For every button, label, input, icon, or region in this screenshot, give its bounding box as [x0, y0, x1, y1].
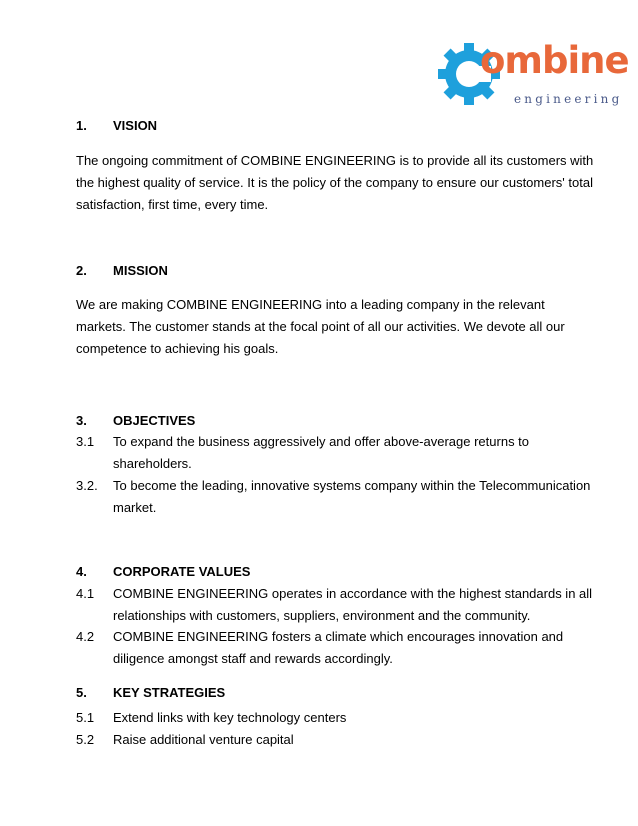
section-number: 5.	[76, 685, 87, 700]
item-number: 5.1	[76, 710, 95, 725]
objective-item: To expand the business aggressively and offer above-average returns to shareholders.	[113, 434, 530, 471]
item-number: 5.2	[76, 732, 95, 747]
item-number: 4.1	[76, 586, 95, 601]
mission-text: We are making COMBINE ENGINEERING into a leading company in the relevant markets. The customer stands at the focal point of all our activities. We devote all our competence to achieving his goals.	[76, 297, 565, 356]
value-item: COMBINE ENGINEERING fosters a climate which encourages innovation and diligence amongst staff and rewards accordingly.	[113, 629, 564, 666]
strategy-item: Raise additional venture capital	[113, 732, 294, 747]
section-title-objectives: OBJECTIVES	[113, 413, 196, 428]
item-number: 4.2	[76, 629, 95, 644]
logo-wordmark: ombine	[480, 39, 629, 82]
section-title-vision: VISION	[113, 118, 158, 133]
item-number: 3.1	[76, 434, 95, 449]
company-logo	[436, 38, 629, 110]
section-number: 4.	[76, 564, 87, 579]
vision-text: The ongoing commitment of COMBINE ENGINEERING is to provide all its customers with the highest quality of service. It is the policy of the company to ensure our customers' total satisfaction, first time, every time.	[76, 153, 594, 212]
section-number: 2.	[76, 263, 87, 278]
logo-subtitle: engineering	[514, 92, 623, 106]
section-title-strategies: KEY STRATEGIES	[113, 685, 226, 700]
section-title-mission: MISSION	[113, 263, 168, 278]
section-number: 3.	[76, 413, 87, 428]
item-number: 3.2.	[76, 478, 98, 493]
value-item: COMBINE ENGINEERING operates in accordance with the highest standards in all relationships with customers, suppliers, environment and the community.	[113, 586, 593, 623]
objective-item: To become the leading, innovative systems company within the Telecommunication market.	[113, 478, 591, 515]
section-title-values: CORPORATE VALUES	[113, 564, 251, 579]
section-number: 1.	[76, 118, 87, 133]
strategy-item: Extend links with key technology centers	[113, 710, 347, 725]
